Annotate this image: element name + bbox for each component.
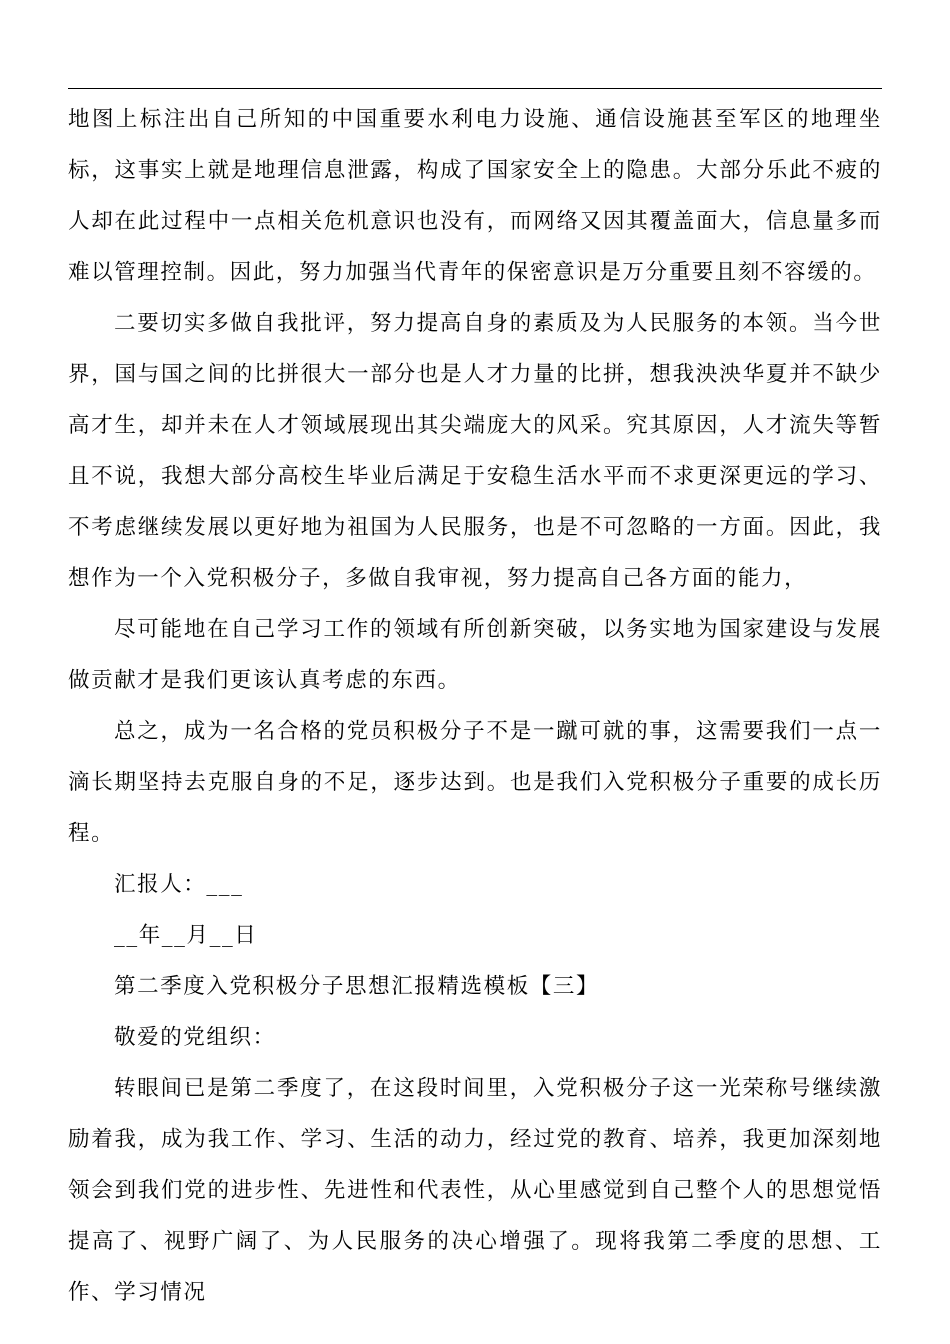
document-body: [68, 94, 882, 1318]
paragraph-self-criticism: 二要切实多做自我批评，努力提高自身的素质及为人民服务的本领。当今世界，国与国之间的比拼很大一部分也是人才力量的比拼，想我泱泱华夏并不缺少高才生，却并未在人才领域展现出其尖端庞大的风采。究其原因，人才流失等暂且不说，我想大部分高校生毕业后满足于安稳生活水平而不求更深更远的学习、不考虑继续发展以更好地为祖国为人民服务，也是不可忽略的一方面。因此，我想作为一个入党积极分子，多做自我审视，努力提高自己各方面的能力，: [68, 311, 882, 591]
reporter-line: 汇报人：___: [114, 872, 244, 897]
paragraph-continuation: 地图上标注出自己所知的中国重要水利电力设施、通信设施甚至军区的地理坐标，这事实上就是地理信息泄露，构成了国家安全上的隐患。大部分乐此不疲的人却在此过程中一点相关危机意识也没有，而网络又因其覆盖面大，信息量多而难以管理控制。因此，努力加强当代青年的保密意识是万分重要且刻不容缓的。: [68, 107, 882, 285]
section-title: 第二季度入党积极分子思想汇报精选模板【三】: [114, 974, 600, 999]
salutation: 敬爱的党组织：: [114, 1025, 276, 1050]
header-rule: [68, 88, 882, 89]
paragraph-conclusion: 总之，成为一名合格的党员积极分子不是一蹴可就的事，这需要我们一点一滴长期坚持去克服自身的不足，逐步达到。也是我们入党积极分子重要的成长历程。: [68, 719, 882, 846]
paragraph-innovation: 尽可能地在自己学习工作的领域有所创新突破，以务实地为国家建设与发展做贡献才是我们更该认真考虑的东西。: [68, 617, 882, 693]
date-line: __年__月__日: [114, 923, 258, 948]
paragraph-second-quarter: 转眼间已是第二季度了，在这段时间里，入党积极分子这一光荣称号继续激励着我，成为我工作、学习、生活的动力，经过党的教育、培养，我更加深刻地领会到我们党的进步性、先进性和代表性，从心里感觉到自己整个人的思想觉悟提高了、视野广阔了、为人民服务的决心增强了。现将我第二季度的思想、工作、学习情况: [68, 1076, 882, 1305]
